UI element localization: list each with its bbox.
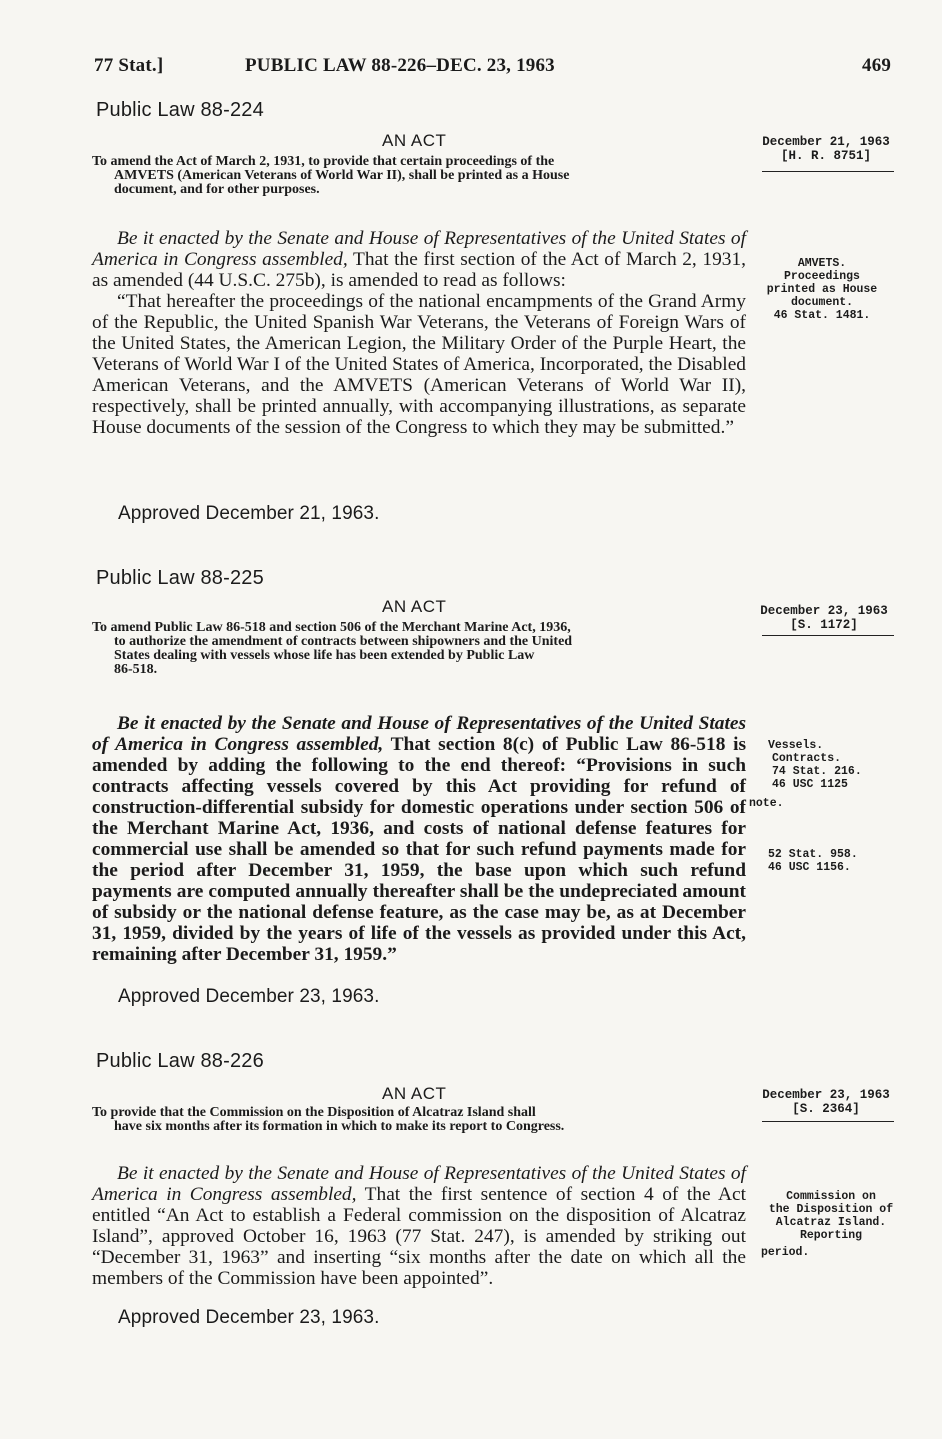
margin-note-line: 52 Stat. 958. (768, 848, 858, 861)
enacting-clause: Be it enacted by the Senate and House of Representatives of the United States of America in Congress assembled, (92, 1163, 746, 1205)
enacting-clause: Be it enacted by the Senate and House of Representatives of the United States of America in Congress assembled, (92, 713, 746, 755)
desc-line: have six months after its formation in which to make its report to Congress. (114, 1119, 565, 1134)
margin-note-line: 74 Stat. 216. (772, 765, 862, 778)
body-text: That section 8(c) of Public Law 86-518 is amended by adding the following to the end thereof: “Provisions in such contracts affecting vessels covered by this Act providing for refund of construction-differential subsidy for domestic operations under section 506 of the Merchant Marine Act, 1936, and costs of national defense features for commercial use shall be amended so that for such refund payments made for the period after December 31, 1959, the base upon which such refund payments are computed annually thereafter shall be the undepreciated amount of subsidy or the national defense feature, as the case may be, as at December 31, 1959, divided by the years of life of the vessels as provided under this Act, remaining after December 31, 1959.” (92, 734, 747, 965)
margin-note-line: period. (761, 1246, 810, 1259)
law-description (92, 621, 744, 677)
law-description (92, 1106, 744, 1134)
law-description (92, 155, 744, 197)
margin-note (760, 257, 884, 322)
margin-note-line: AMVETS. (797, 257, 847, 270)
law-title: Public Law 88-226 (96, 1050, 264, 1072)
margin-note (768, 739, 862, 791)
sidenote-rule (762, 635, 894, 636)
body-text: That the first sentence of section 4 of the Act entitled “An Act to establish a Federal commission on the disposition of Alcatraz Island”, approved October 16, 1963 (77 Stat. 247), is amended by striking out “December 31, 1963” and inserting “six months after the date on which all the members of the Commission have been appointed”. (92, 1184, 746, 1289)
act-label: AN ACT (382, 131, 447, 150)
approved-line: Approved December 23, 1963. (118, 1307, 380, 1328)
law-body (92, 713, 746, 965)
sidenote-rule (762, 1121, 894, 1122)
approved-line: Approved December 21, 1963. (118, 503, 380, 524)
margin-note-line: Reporting (799, 1229, 863, 1242)
margin-note-line: 46 USC 1156. (768, 861, 851, 874)
law-title: Public Law 88-224 (96, 99, 264, 121)
margin-note-line: Contracts. (772, 752, 842, 765)
header-title: PUBLIC LAW 88-226–DEC. 23, 1963 (245, 55, 555, 76)
law-body (92, 228, 746, 438)
law-body (92, 1163, 746, 1289)
margin-note-line: 46 USC 1125 (772, 778, 848, 791)
approved-line: Approved December 23, 1963. (118, 986, 380, 1007)
body-text: That the first section of the Act of March 2, 1931, as amended (44 U.S.C. 275b), is amended to read as follows: (92, 249, 746, 291)
quoted-text: “That hereafter the proceedings of the national encampments of the Grand Army of the Republic, the United Spanish War Veterans, the Veterans of Foreign Wars of the United States, the American Legion, the Military Order of the Purple Heart, the Veterans of World War I of the United States of America, Incorporated, the Disabled American Veterans, and the AMVETS (American Veterans of World War II), respectively, shall be printed annually, with accompanying illustrations, as separate House documents of the session of the Congress to which they may be submitted.” (92, 291, 746, 438)
enacting-clause: Be it enacted by the Senate and House of Representatives of the United States of America in Congress assembled, (92, 228, 746, 270)
desc-line: document, and for other purposes. (114, 182, 320, 197)
desc-line: To amend Public Law 86-518 and section 506 of the Merchant Marine Act, 1936, (92, 620, 571, 635)
header-volume: 77 Stat.] (94, 55, 164, 76)
header-page-number: 469 (862, 55, 892, 76)
margin-note-line: note. (749, 797, 784, 810)
desc-line: 86-518. (114, 662, 158, 677)
margin-note (768, 1190, 894, 1242)
desc-line: To amend the Act of March 2, 1931, to provide that certain proceedings of the (92, 154, 555, 169)
sidenote-date: December 23, 1963 (760, 604, 888, 618)
margin-note-line: document. (790, 296, 854, 309)
law-title: Public Law 88-225 (96, 567, 264, 589)
desc-line: To provide that the Commission on the Disposition of Alcatraz Island shall (92, 1105, 536, 1120)
sidenote-bill: [H. R. 8751] (780, 149, 871, 163)
sidenote-bill: [S. 2364] (792, 1102, 860, 1116)
desc-line: AMVETS (American Veterans of World War II), shall be printed as a House (114, 168, 570, 183)
margin-note-line: the Disposition of (768, 1203, 894, 1216)
margin-note-line: printed as House (766, 283, 878, 296)
act-label: AN ACT (382, 597, 447, 616)
margin-note (768, 848, 858, 874)
margin-note-line: 46 Stat. 1481. (773, 309, 871, 322)
sidenote-date: December 21, 1963 (762, 135, 890, 149)
desc-line: States dealing with vessels whose life has been extended by Public Law (114, 648, 535, 663)
margin-note-line: Commission on (786, 1190, 876, 1203)
desc-line: to authorize the amendment of contracts between shipowners and the United (114, 634, 573, 649)
margin-note-line: Proceedings (784, 270, 860, 283)
margin-note-line: Vessels. (768, 739, 824, 752)
act-label: AN ACT (382, 1084, 447, 1103)
sidenote-date: December 23, 1963 (762, 1088, 890, 1102)
sidenote-rule (762, 171, 894, 172)
margin-note-line: Alcatraz Island. (775, 1216, 887, 1229)
sidenote-bill: [S. 1172] (790, 618, 858, 632)
